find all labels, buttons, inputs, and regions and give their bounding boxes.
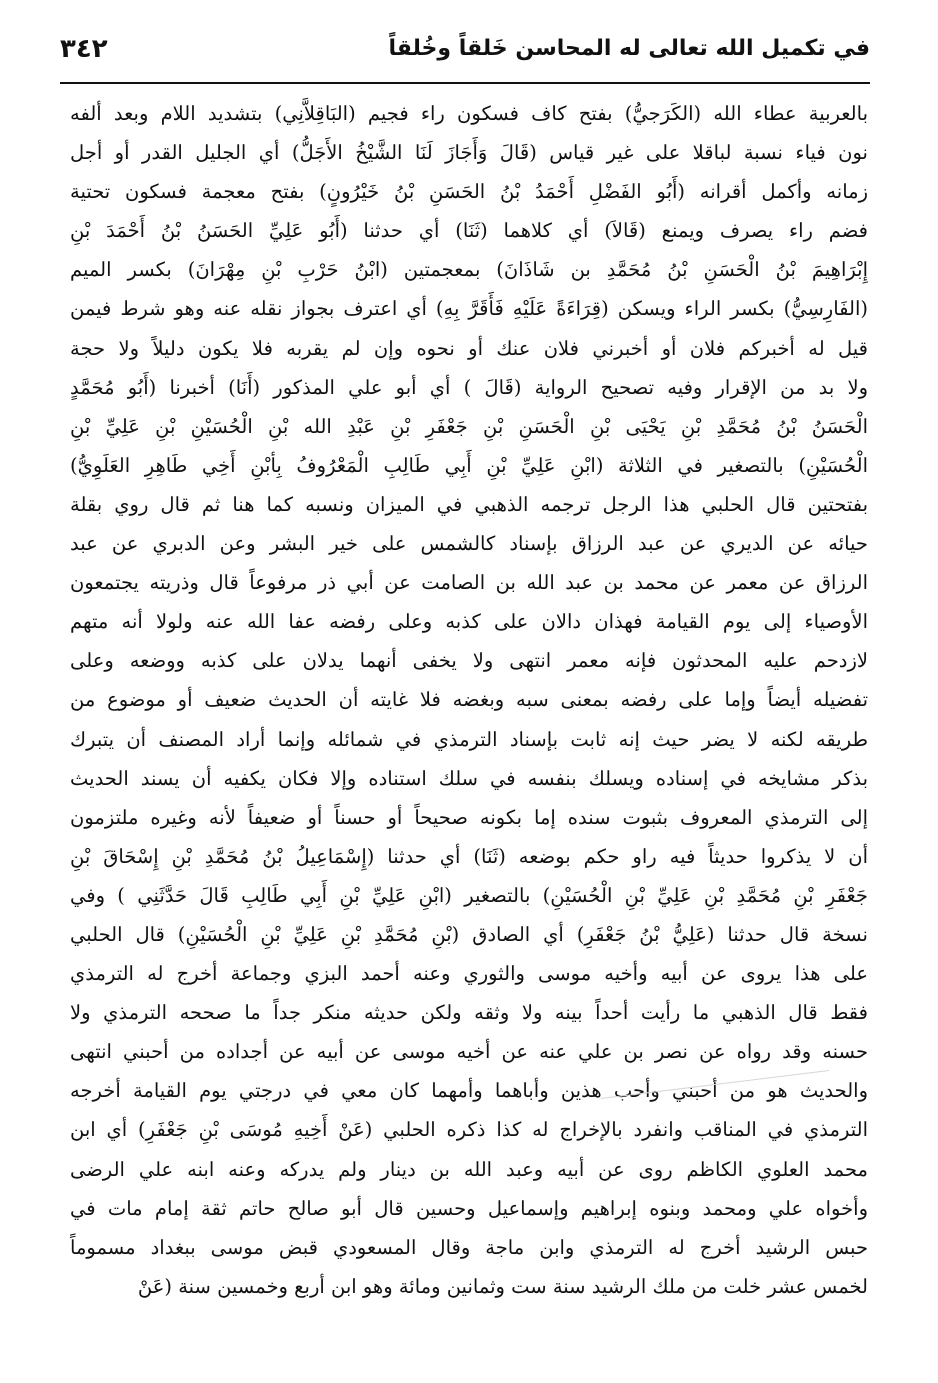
text-line: على هذا يروى عن أبيه وأخيه موسى والثوري وعنه أحمد البزي وجماعة أخرج له الترمذي (70, 962, 868, 986)
text-line: أن لا يذكروا حديثاً فيه راو حكم بوضعه (ثَنَا) أي حدثنا (إِسْمَاعِيلُ بْنُ مُحَمَّدِ بْنِ إِسْحَاقَ بْنِ (70, 844, 868, 868)
text-line: ولا بد من الإقرار وفيه تصحيح الرواية (قَالَ ) أي أبو علي المذكور (أَنَا) أخبرنا (أَبُو مُحَمَّدٍ (70, 375, 868, 399)
text-line: بذكر مشايخه في إسناده ويسلك بنفسه في سلك استناده وإلا فكان يكفيه أن يسند الحديث (70, 766, 868, 790)
main-text (70, 94, 868, 1306)
text-line: (الفَارِسِيُّ) بكسر الراء ويسكن (قِرَاءَةً عَلَيْهِ فَأَقَرَّ بِهِ) أي اعترف بجواز نقله عنه وهو شرط فيمن (70, 297, 868, 321)
text-line: إلى الترمذي المعروف بثبوت سنده إما بكونه صحيحاً أو حسناً أو ضعيفاً لأنه وغيره ملتزمون (70, 805, 868, 829)
text-line: جَعْفَرِ بْنِ مُحَمَّدِ بْنِ عَلِيِّ بْنِ الْحُسَيْنِ) بالتصغير (ابْنِ عَلِيِّ بْنِ أَبِي طَالِبِ قَالَ حَدَّثَنِي ) وفي (70, 883, 868, 907)
text-line: نسخة قال حدثنا (عَلِيُّ بْنُ جَعْفَرِ) أي الصادق (بْنِ مُحَمَّدِ بْنِ عَلِيِّ بْنِ الْحُسَيْنِ) قال الحلبي (70, 922, 868, 946)
text-line: بالعربية عطاء الله (الكَرَجيُّ) بفتح كاف فسكون راء فجيم (البَاقِلاَّنِي) بتشديد اللام وبعد ألفه (70, 102, 868, 125)
text-line: الأوصياء إلى يوم القيامة فهذان دالان على كذبه وعلى رفضه عفا الله عنه ولولا أنه متهم (70, 610, 868, 634)
text-line: لازدحم عليه المحدثون فإنه معمر انتهى ولا يخفى أنهما يدلان على كذبه ووضعه وعلى (70, 649, 868, 673)
text-line: لخمس عشر خلت من ملك الرشيد سنة ست وثمانين ومائة وهو ابن أربع وخمسين سنة (عَنْ (137, 1274, 868, 1298)
text-line: والحديث هو من أحبني وأحب هذين وأباهما وأمهما كان معي في درجتي يوم القيامة أخرجه (70, 1079, 868, 1103)
running-header (60, 28, 870, 80)
text-line: الْحُسَيْنِ) بالتصغير في الثلاثة (ابْنِ عَلِيِّ بْنِ أَبِي طَالِبِ الْمَعْرُوفُ بِأبْنِ أَخِي طَاهِرِ العَلَوِيُّ) (70, 453, 868, 477)
chapter-title: في تكميل الله تعالى له المحاسن خَلقاً وخُلقاً (388, 36, 870, 61)
text-line: الرزاق عن معمر عن محمد بن عبد الله بن الصامت عن أبي ذر مرفوعاً قال وذريته يجتمعون (70, 571, 868, 595)
text-line: زمانه وأكمل أقرانه (أَبُو الفَضْلِ أَحْمَدُ بْنُ الحَسَنِ بْنُ خَيْرُونٍ) بفتح معجمة فسكون تحتية (70, 180, 868, 204)
page-number: ٣٤٢ (60, 34, 108, 64)
text-line: حبس الرشيد أخرج له الترمذي وابن ماجة وقال المسعودي قبض موسى ببغداد مسموماً (70, 1235, 868, 1259)
text-line: نون فياء نسبة لباقلا على غير قياس (قَالَ وَأَجَازَ لَنَا الشَّيْخُ الأَجَلُّ) أي الجليل القدر أو أجل (70, 141, 868, 165)
text-line: وأخواه علي ومحمد وبنوه إبراهيم وإسماعيل وحسين قال أبو صالح حاتم ثقة إمام مات في (70, 1196, 868, 1220)
text-line: تفضيله أيضاً وإما على رفضه بمعنى سبه وبغضه فلا غايته أن الحديث ضعيف أو موضوع من (70, 688, 868, 712)
text-line: طريقه لكنه لا يضر حيث إنه ثابت بإسناد الترمذي في شمائله وإنما أراد المصنف أن يتبرك (70, 727, 868, 751)
text-line: قيل له أخبركم فلان أو أخبرني فلان عنك أو نحوه وإن لم يقربه فلا يكون دليلاً ولا حجة (70, 336, 868, 360)
text-line: حسنه وقد رواه عن نصر بن علي عنه عن أخيه موسى عن أبيه عن أجداده من أحبني انتهى (70, 1040, 868, 1064)
text-line: حيائه عن الديري عن عبد الرزاق بإسناد كالشمس على خير البشر وعن الدبري عن عبد (70, 532, 868, 556)
header-divider (60, 82, 870, 84)
text-line: فضم راء يصرف ويمنع (قَالاَ) أي كلاهما (ثَنَا) أي حدثنا (أَبُو عَلِيِّ الحَسَنُ بْنُ أَحْمَدَ بْنِ (70, 219, 868, 243)
text-line: محمد العلوي الكاظم روى عن أبيه وعبد الله بن دينار ولم يدركه وعنه ابنه علي الرضى (70, 1157, 868, 1181)
text-line: فقط قال الذهبي ما رأيت أحداً بينه ولا وثقه ولكن حديثه منكر جداً ما صححه الترمذي ولا (70, 1001, 868, 1025)
text-line: إِبْرَاهِيمَ بْنُ الْحَسَنِ بْنُ مُحَمَّدِ بن شَاذَانَ) بمعجمتين (ابْنُ حَرْبِ بْنِ مِهْرَانَ) بكسر الميم (70, 258, 868, 282)
text-line: بفتحتين قال الحلبي هذا الرجل ترجمه الذهبي في الميزان ونسبه كما هنا ثم قال روي بقلة (70, 492, 868, 516)
text-line: الْحَسَنُ بْنُ مُحَمَّدِ بْنِ يَحْيَى بْنِ الْحَسَنِ بْنِ جَعْفَرِ بْنِ عَبْدِ الله بْنِ الْحُسَيْنِ بْنِ عَلِيِّ بْنِ (70, 414, 868, 438)
text-line: الترمذي في المناقب وانفرد بالإخراج له كذا ذكره الحلبي (عَنْ أَخِيهِ مُوسَى بْنِ جَعْفَرِ) أي ابن (70, 1118, 868, 1142)
